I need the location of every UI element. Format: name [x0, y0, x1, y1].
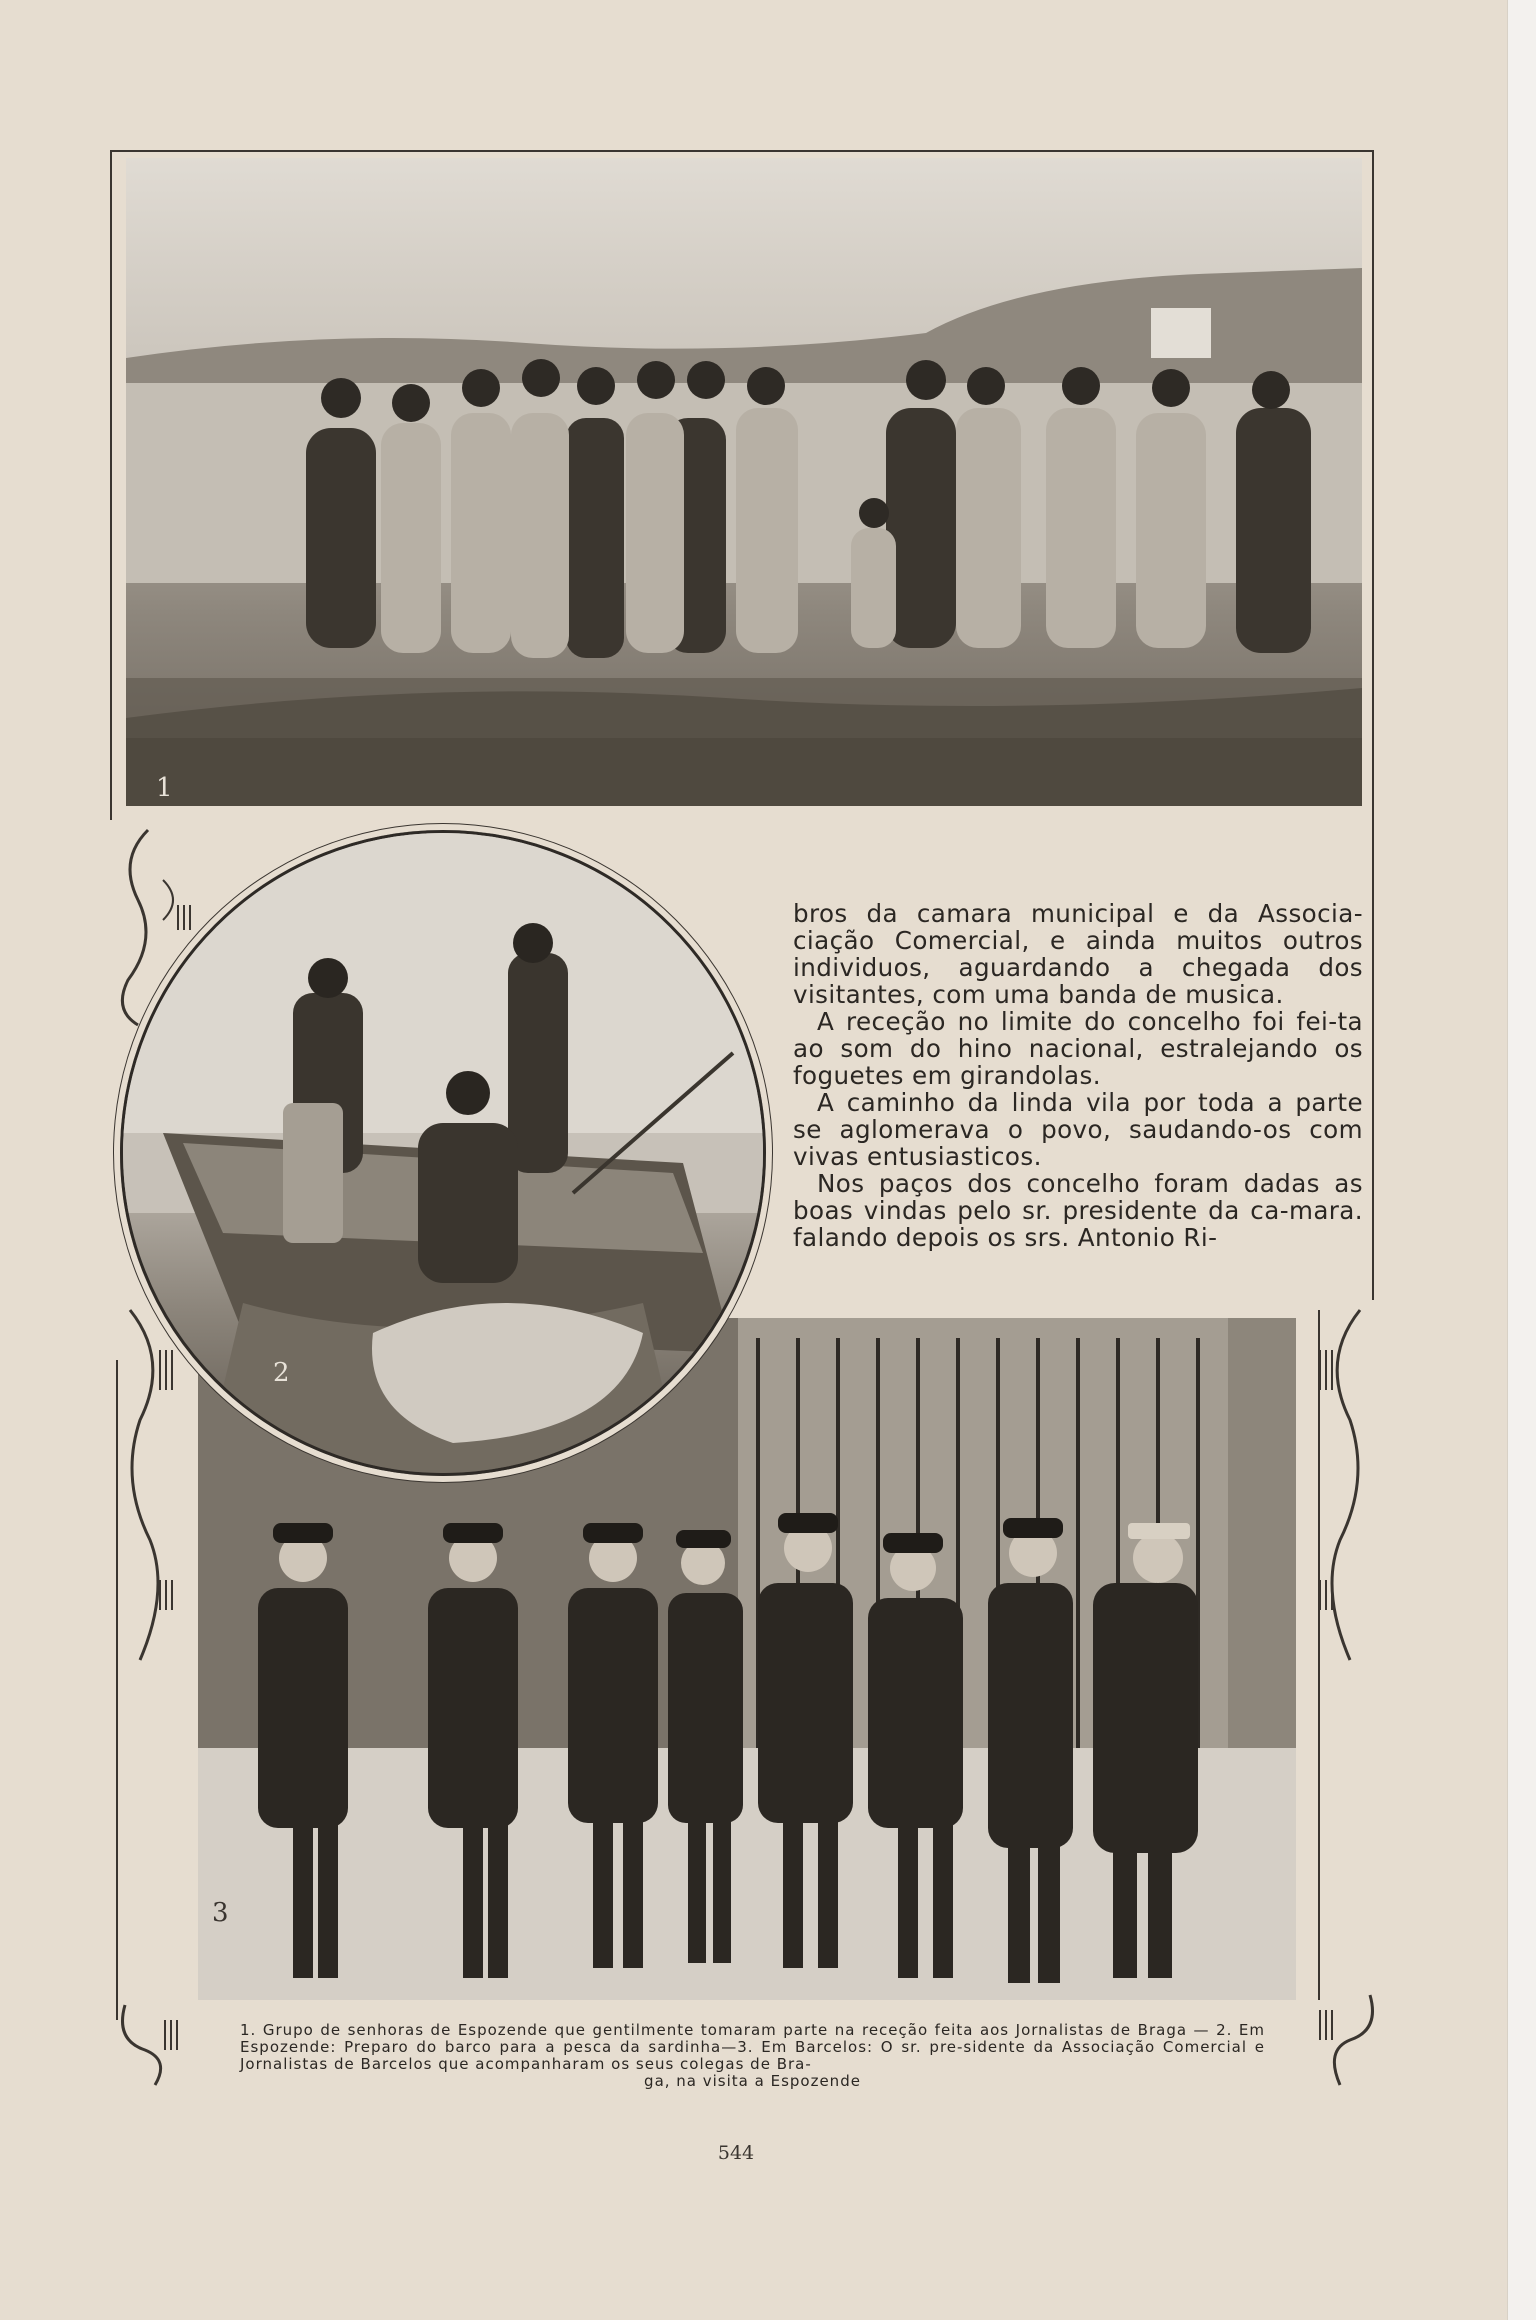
page-number: 544 [717, 2142, 755, 2164]
article-paragraph-2: A receção no limite do concelho foi fei-ta ao som do hino nacional, estralejando os foguetes em girandolas. [793, 1007, 1363, 1090]
ornament-right-lower-icon [1300, 1300, 1380, 1680]
photo-caption-last-line: ga, na visita a Espozende [644, 2072, 861, 2090]
ornament-bottom-right-corner-icon [1310, 1990, 1380, 2090]
article-paragraph-4: Nos paços dos concelho foram dadas as boas vindas pelo sr. presidente da ca-mara. falando depois os srs. Antonio Ri- [793, 1169, 1363, 1252]
ornament-bottom-left-corner [115, 2000, 185, 2090]
article-text [793, 900, 1363, 1251]
photo-boat-image [123, 833, 763, 1473]
ornament-bottom-right-corner [1310, 1990, 1380, 2090]
article-paragraph-1: bros da camara municipal e da Associa-ciação Comercial, e ainda muitos outros individuos, aguardando a chegada dos visitantes, com uma banda de musica. [793, 899, 1363, 1009]
ornament-left-scroll-icon [108, 820, 198, 1030]
photo-number-1: 1 [156, 773, 173, 803]
photo-women-group-image [126, 158, 1362, 806]
photo-number-3: 3 [212, 1898, 229, 1928]
photo-caption-text: 1. Grupo de senhoras de Espozende que gentilmente tomaram parte na receção feita aos Jornalistas de Braga — 2. Em Espozende: Preparo do barco para a pesca da sardinha—3. Em Barcelos: O sr. pre-sidente da Associação Comercial e Jornalistas de Barcelos que acompanharam os seus colegas de Bra- [240, 2021, 1265, 2073]
photo-boat-circle [120, 830, 766, 1476]
ornament-bottom-left-corner-icon [115, 2000, 185, 2090]
ornament-right-lower [1300, 1300, 1380, 1680]
photo-number-2: 2 [273, 1358, 290, 1388]
ornament-left-scroll [108, 820, 198, 1030]
article-paragraph-3: A caminho da linda vila por toda a parte se aglomerava o povo, saudando-os com vivas entusiasticos. [793, 1088, 1363, 1171]
photo-women-group [126, 158, 1362, 806]
frame-left-border-upper [110, 150, 112, 820]
page-edge [1507, 0, 1536, 2320]
frame-top-border [110, 150, 1374, 152]
frame-right-border [1372, 150, 1374, 1300]
ornament-left-lower [110, 1300, 190, 1680]
ornament-left-lower-icon [110, 1300, 190, 1680]
photo-caption [240, 2022, 1265, 2090]
